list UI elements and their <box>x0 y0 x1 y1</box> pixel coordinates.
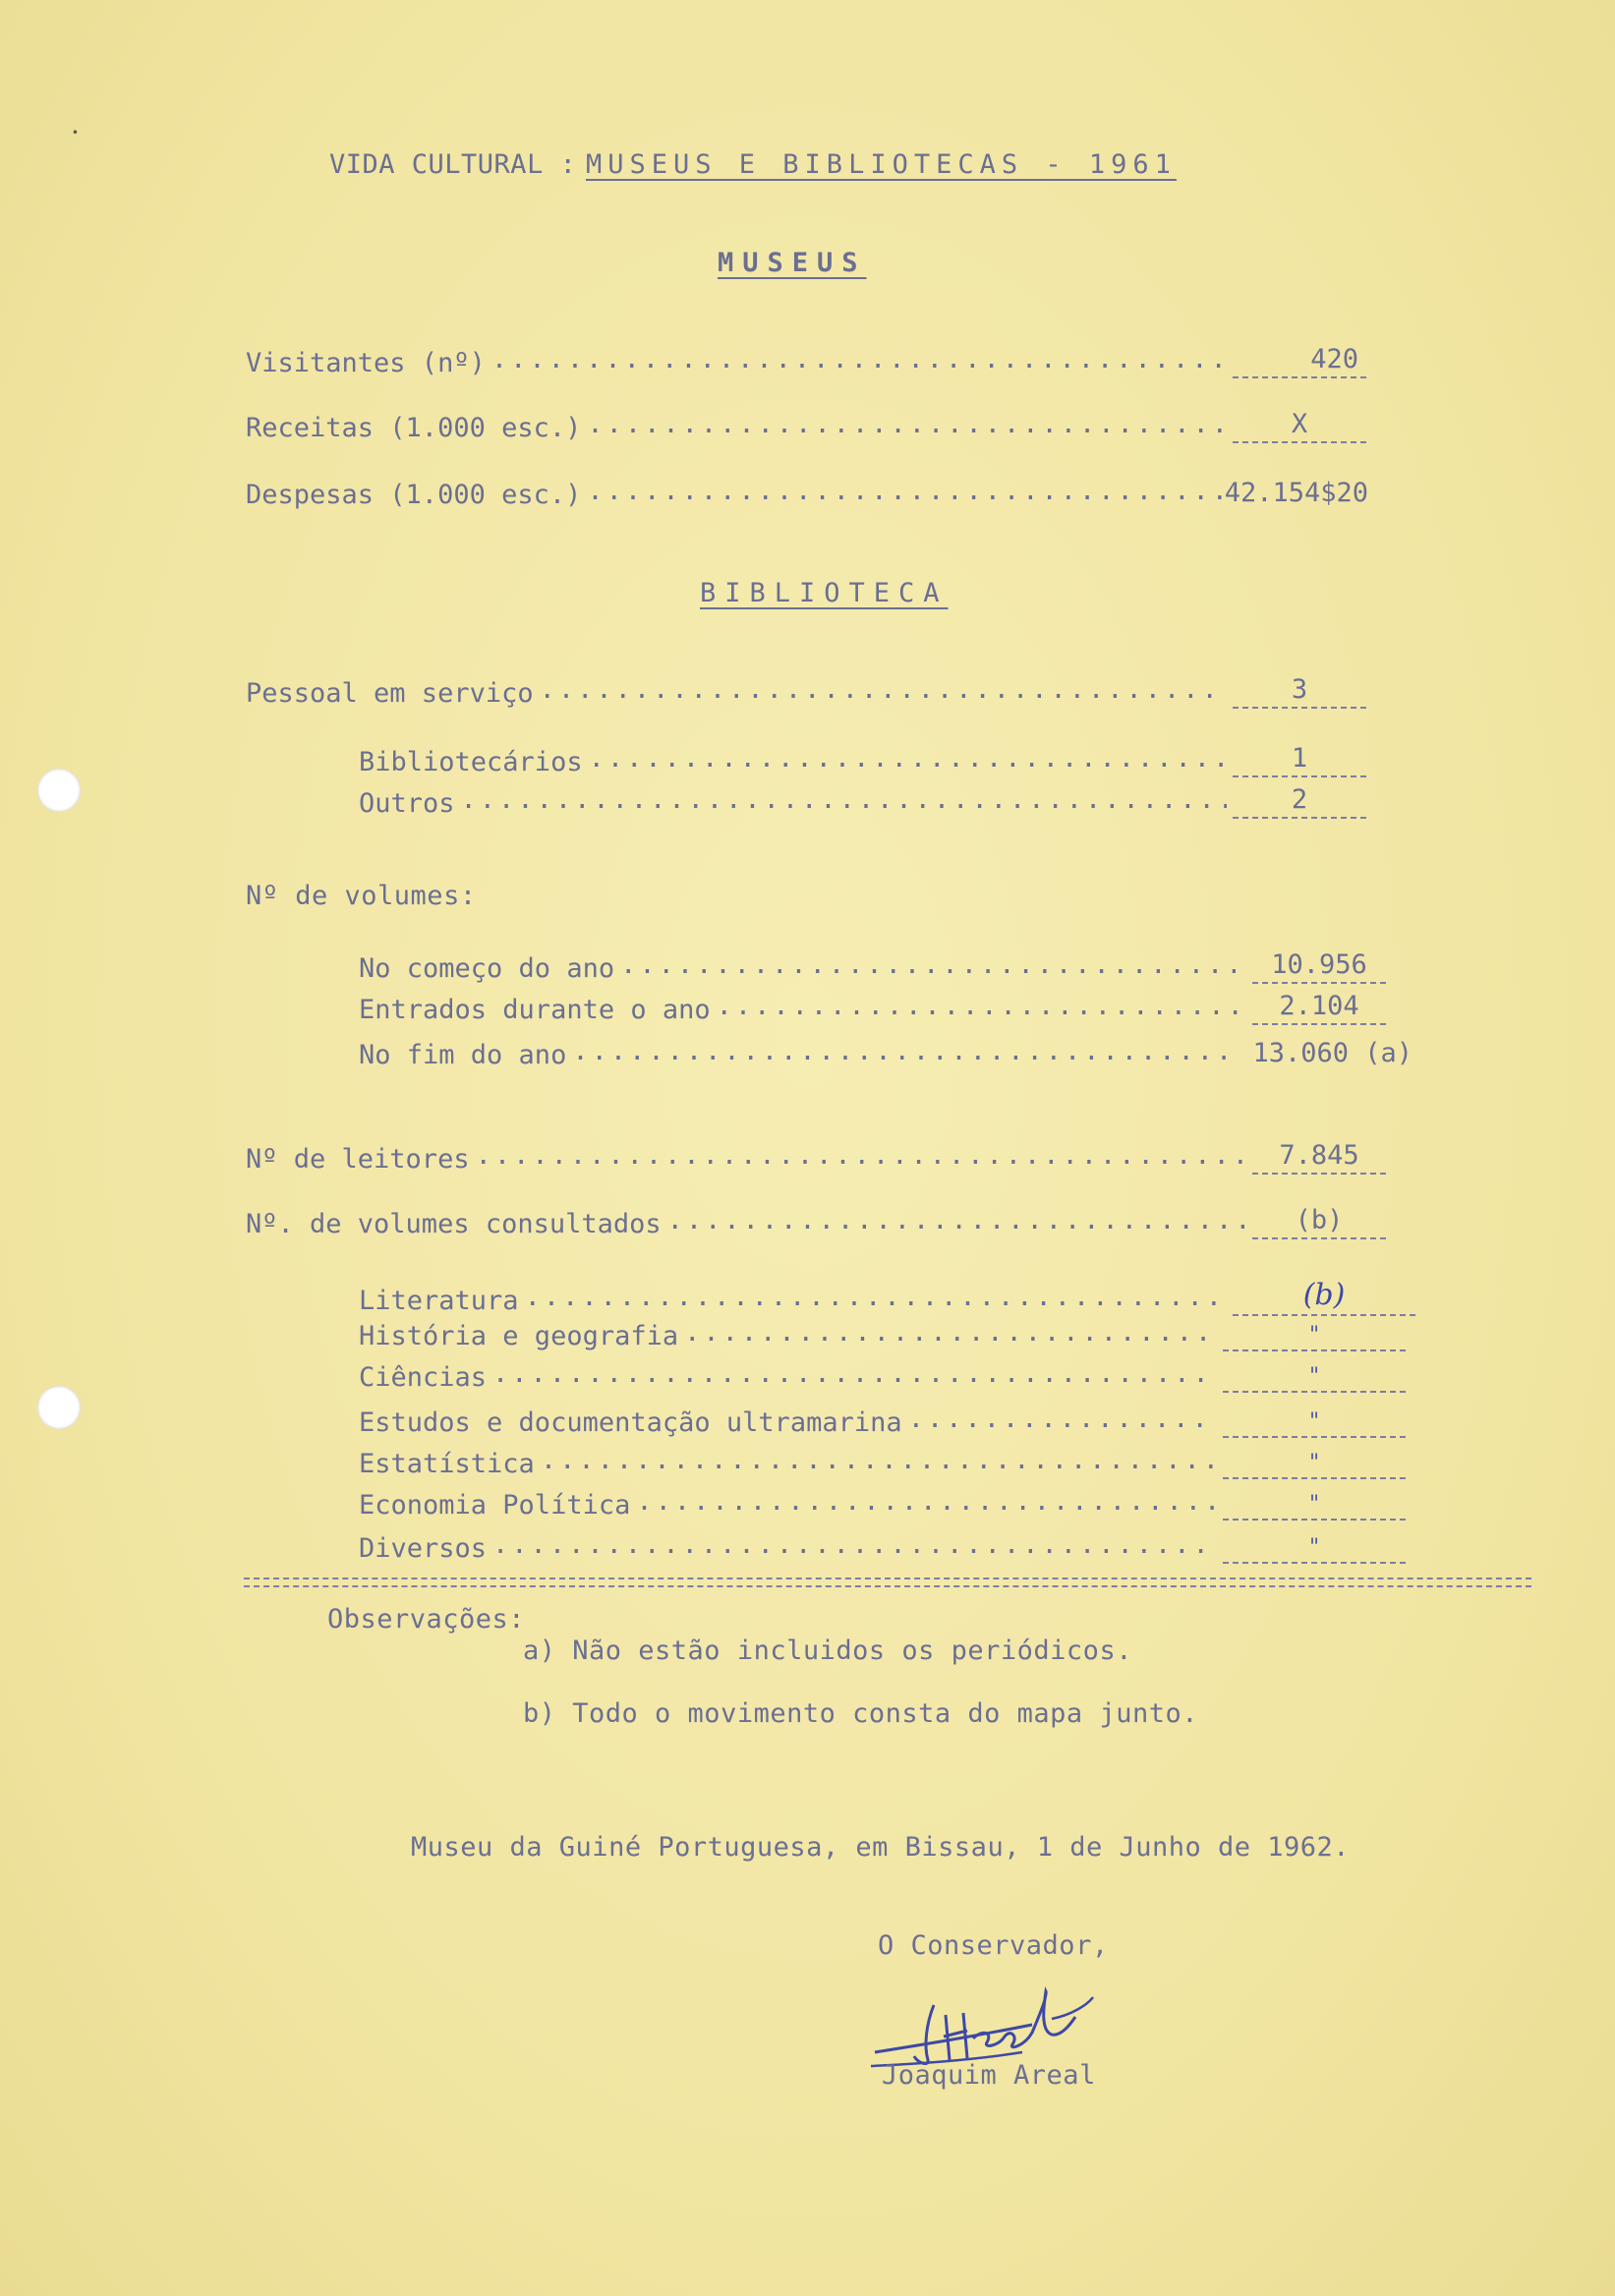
row-value: 7.845 <box>1252 1140 1386 1175</box>
categoria-row <box>359 1445 1406 1479</box>
row-value: 10.956 <box>1252 949 1386 984</box>
row-value: 2.104 <box>1252 991 1386 1025</box>
categoria-row <box>359 1486 1406 1521</box>
leader-dots <box>492 1529 1217 1560</box>
volumes-heading: Nº de volumes: <box>246 881 477 911</box>
row-label: Receitas (1.000 esc.) <box>246 413 582 443</box>
row-value: X <box>1233 409 1366 443</box>
leader-dots <box>667 1205 1246 1235</box>
pessoal-sub-row <box>359 743 1366 777</box>
punch-hole-bottom <box>37 1386 81 1429</box>
row-value: " <box>1223 1492 1406 1521</box>
leader-dots <box>908 1404 1217 1434</box>
museu-row-receitas <box>246 409 1366 443</box>
leader-dots <box>525 1282 1227 1312</box>
leader-dots <box>684 1317 1217 1348</box>
volumes-row <box>359 991 1386 1025</box>
biblioteca-heading: BIBLIOTECA <box>700 578 949 608</box>
row-value: " <box>1223 1323 1406 1351</box>
row-label: No começo do ano <box>359 953 615 984</box>
leader-dots <box>541 1445 1217 1475</box>
leader-dots <box>540 674 1227 705</box>
pessoal-sub-row <box>359 784 1366 819</box>
leader-dots <box>717 991 1246 1021</box>
row-label: Estatística <box>359 1449 535 1479</box>
row-label: Nº de leitores <box>246 1144 470 1175</box>
row-label: Outros <box>359 788 455 819</box>
museu-heading: MUSEUS <box>718 248 867 278</box>
punch-hole-top <box>37 769 81 812</box>
row-label: Visitantes (nº) <box>246 348 486 378</box>
categoria-row <box>359 1317 1406 1351</box>
volumes-row <box>359 949 1386 984</box>
row-label: Diversos <box>359 1533 488 1564</box>
leader-dots <box>587 476 1224 506</box>
row-value: " <box>1223 1364 1406 1393</box>
museu-row-despesas <box>246 476 1376 510</box>
row-value: " <box>1223 1535 1406 1564</box>
observacao-item: b) Todo o movimento consta do mapa junto. <box>523 1698 1198 1729</box>
row-label: Nº. de volumes consultados <box>246 1209 662 1239</box>
categoria-row <box>359 1358 1406 1393</box>
margin-mark: · <box>71 116 80 148</box>
leader-dots <box>476 1140 1246 1171</box>
consultados-row <box>246 1205 1386 1239</box>
row-value: 2 <box>1233 784 1366 819</box>
place-date: Museu da Guiné Portuguesa, em Bissau, 1 de Junho de 1962. <box>411 1832 1351 1863</box>
observacao-item: a) Não estão incluidos os periódicos. <box>523 1636 1132 1666</box>
pessoal-row <box>246 674 1366 709</box>
volumes-row <box>359 1036 1420 1070</box>
header-title: MUSEUS E BIBLIOTECAS - 1961 <box>586 149 1177 180</box>
categoria-row <box>359 1278 1415 1316</box>
categoria-row <box>359 1529 1406 1564</box>
section-divider <box>244 1578 1531 1587</box>
row-label: Bibliotecários <box>359 747 583 777</box>
row-label: No fim do ano <box>359 1040 567 1070</box>
row-label: Literatura <box>359 1286 519 1316</box>
categoria-row <box>359 1404 1406 1438</box>
row-value: " <box>1223 1409 1406 1438</box>
row-label: Pessoal em serviço <box>246 678 534 709</box>
row-label: Economia Política <box>359 1490 631 1521</box>
leader-dots <box>589 743 1227 774</box>
row-value: 3 <box>1233 674 1366 709</box>
header-prefix: VIDA CULTURAL : <box>329 149 577 180</box>
row-value: " <box>1223 1451 1406 1479</box>
leader-dots <box>636 1486 1217 1517</box>
row-value: 42.154$20 <box>1224 478 1368 508</box>
museu-row-visitantes <box>246 344 1366 378</box>
leader-dots <box>620 949 1246 980</box>
leader-dots <box>572 1036 1239 1066</box>
row-value: 1 <box>1233 743 1366 777</box>
leader-dots <box>492 1358 1217 1389</box>
row-label: Estudos e documentação ultramarina <box>359 1407 902 1438</box>
observacoes-heading: Observações: <box>327 1604 526 1635</box>
row-value: 420 <box>1233 344 1366 378</box>
row-label: Ciências <box>359 1362 488 1393</box>
signatory-role: O Conservador, <box>878 1930 1109 1961</box>
leitores-row <box>246 1140 1386 1175</box>
row-label: Despesas (1.000 esc.) <box>246 480 582 510</box>
signatory-name: Joaquim Areal <box>882 2060 1096 2091</box>
leader-dots <box>587 409 1227 439</box>
leader-dots <box>491 344 1227 374</box>
row-label: Entrados durante o ano <box>359 995 711 1025</box>
row-value: (b) <box>1252 1205 1386 1239</box>
leader-dots <box>461 784 1227 815</box>
row-value: 13.060 (a) <box>1252 1038 1413 1068</box>
row-label: História e geografia <box>359 1321 679 1351</box>
row-value: (b) <box>1233 1278 1415 1316</box>
